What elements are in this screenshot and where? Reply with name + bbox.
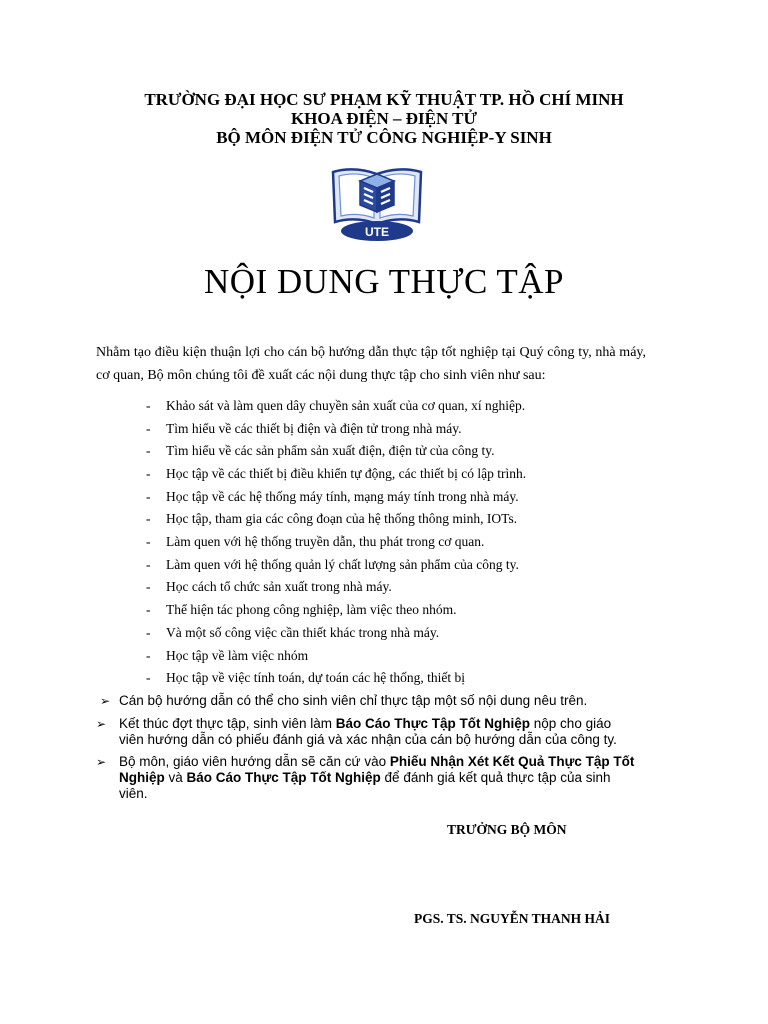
signature-role: TRƯỞNG BỘ MÔN xyxy=(447,822,567,837)
evaluation-form-bold: Phiếu Nhận Xét Kết Quả Thực Tập Tốt Nghiệp xyxy=(119,754,635,785)
arrow-bullet-icon: ➢ xyxy=(100,694,111,708)
list-item: - Tìm hiểu về các sản phẩm sản xuất điện, điện tử của công ty. xyxy=(146,443,495,458)
list-item: - Học tập về các hệ thống máy tính, mạng máy tính trong nhà máy. xyxy=(146,489,519,504)
ute-logo xyxy=(330,166,424,242)
list-item: - Làm quen với hệ thống quản lý chất lượng sản phẩm của công ty. xyxy=(146,557,519,572)
list-item: - Học tập về làm việc nhóm xyxy=(146,648,309,663)
note-bullet: ➢ Kết thúc đợt thực tập, sinh viên làm Báo Cáo Thực Tập Tốt Nghiệp nộp cho giáo viên hướng dẫn có phiếu đánh giá và xác nhận của cán bộ hướng dẫn của công ty. xyxy=(96,716,617,747)
list-item: - Học tập về việc tính toán, dự toán các hệ thống, thiết bị xyxy=(146,670,465,685)
department-name: BỘ MÔN ĐIỆN TỬ CÔNG NGHIỆP-Y SINH xyxy=(216,128,552,147)
logo-text: UTE xyxy=(365,225,389,239)
note-bullet: ➢ Cán bộ hướng dẫn có thể cho sinh viên chỉ thực tập một số nội dung nêu trên. xyxy=(100,693,588,708)
list-item: - Và một số công việc cần thiết khác trong nhà máy. xyxy=(146,625,440,640)
list-item: - Học cách tổ chức sản xuất trong nhà máy. xyxy=(146,579,392,594)
faculty-name: KHOA ĐIỆN – ĐIỆN TỬ xyxy=(290,109,478,128)
arrow-bullet-icon: ➢ xyxy=(96,717,107,731)
report-name-bold: Báo Cáo Thực Tập Tốt Nghiệp xyxy=(335,716,531,731)
arrow-bullet-icon: ➢ xyxy=(96,755,107,769)
note-bullet: ➢ Bộ môn, giáo viên hướng dẫn sẽ căn cứ vào Phiếu Nhận Xét Kết Quả Thực Tập Tốt Nghiệp và Báo Cáo Thực Tập Tốt Nghiệp để đánh giá kết quả thực tập của sinh viên. xyxy=(96,754,635,801)
signature-name: PGS. TS. NGUYỄN THANH HẢI xyxy=(414,911,611,926)
ute-book-logo-icon xyxy=(330,166,424,242)
list-item: - Thể hiện tác phong công nghiệp, làm việc theo nhóm. xyxy=(146,602,457,617)
report-name-bold: Báo Cáo Thực Tập Tốt Nghiệp xyxy=(186,770,381,785)
document-title: NỘI DUNG THỰC TẬP xyxy=(203,262,565,301)
list-item: - Học tập về các thiết bị điều khiển tự động, các thiết bị có lập trình. xyxy=(146,466,527,481)
list-item: - Khảo sát và làm quen dây chuyền sản xuất của cơ quan, xí nghiệp. xyxy=(146,398,526,413)
intro-paragraph: Nhằm tạo điều kiện thuận lợi cho cán bộ hướng dẫn thực tập tốt nghiệp tại Quý công ty, nhà máy, cơ quan, Bộ môn chúng tôi đề xuất các nội dung thực tập cho sinh viên như sau: xyxy=(96,345,646,383)
list-item: - Học tập, tham gia các công đoạn của hệ thống thông minh, IOTs. xyxy=(146,511,518,526)
list-item: - Làm quen với hệ thống truyền dẫn, thu phát trong cơ quan. xyxy=(146,534,485,549)
university-name: TRƯỜNG ĐẠI HỌC SƯ PHẠM KỸ THUẬT TP. HỒ CHÍ MINH xyxy=(144,90,624,109)
list-item: - Tìm hiểu về các thiết bị điện và điện tử trong nhà máy. xyxy=(146,421,462,436)
